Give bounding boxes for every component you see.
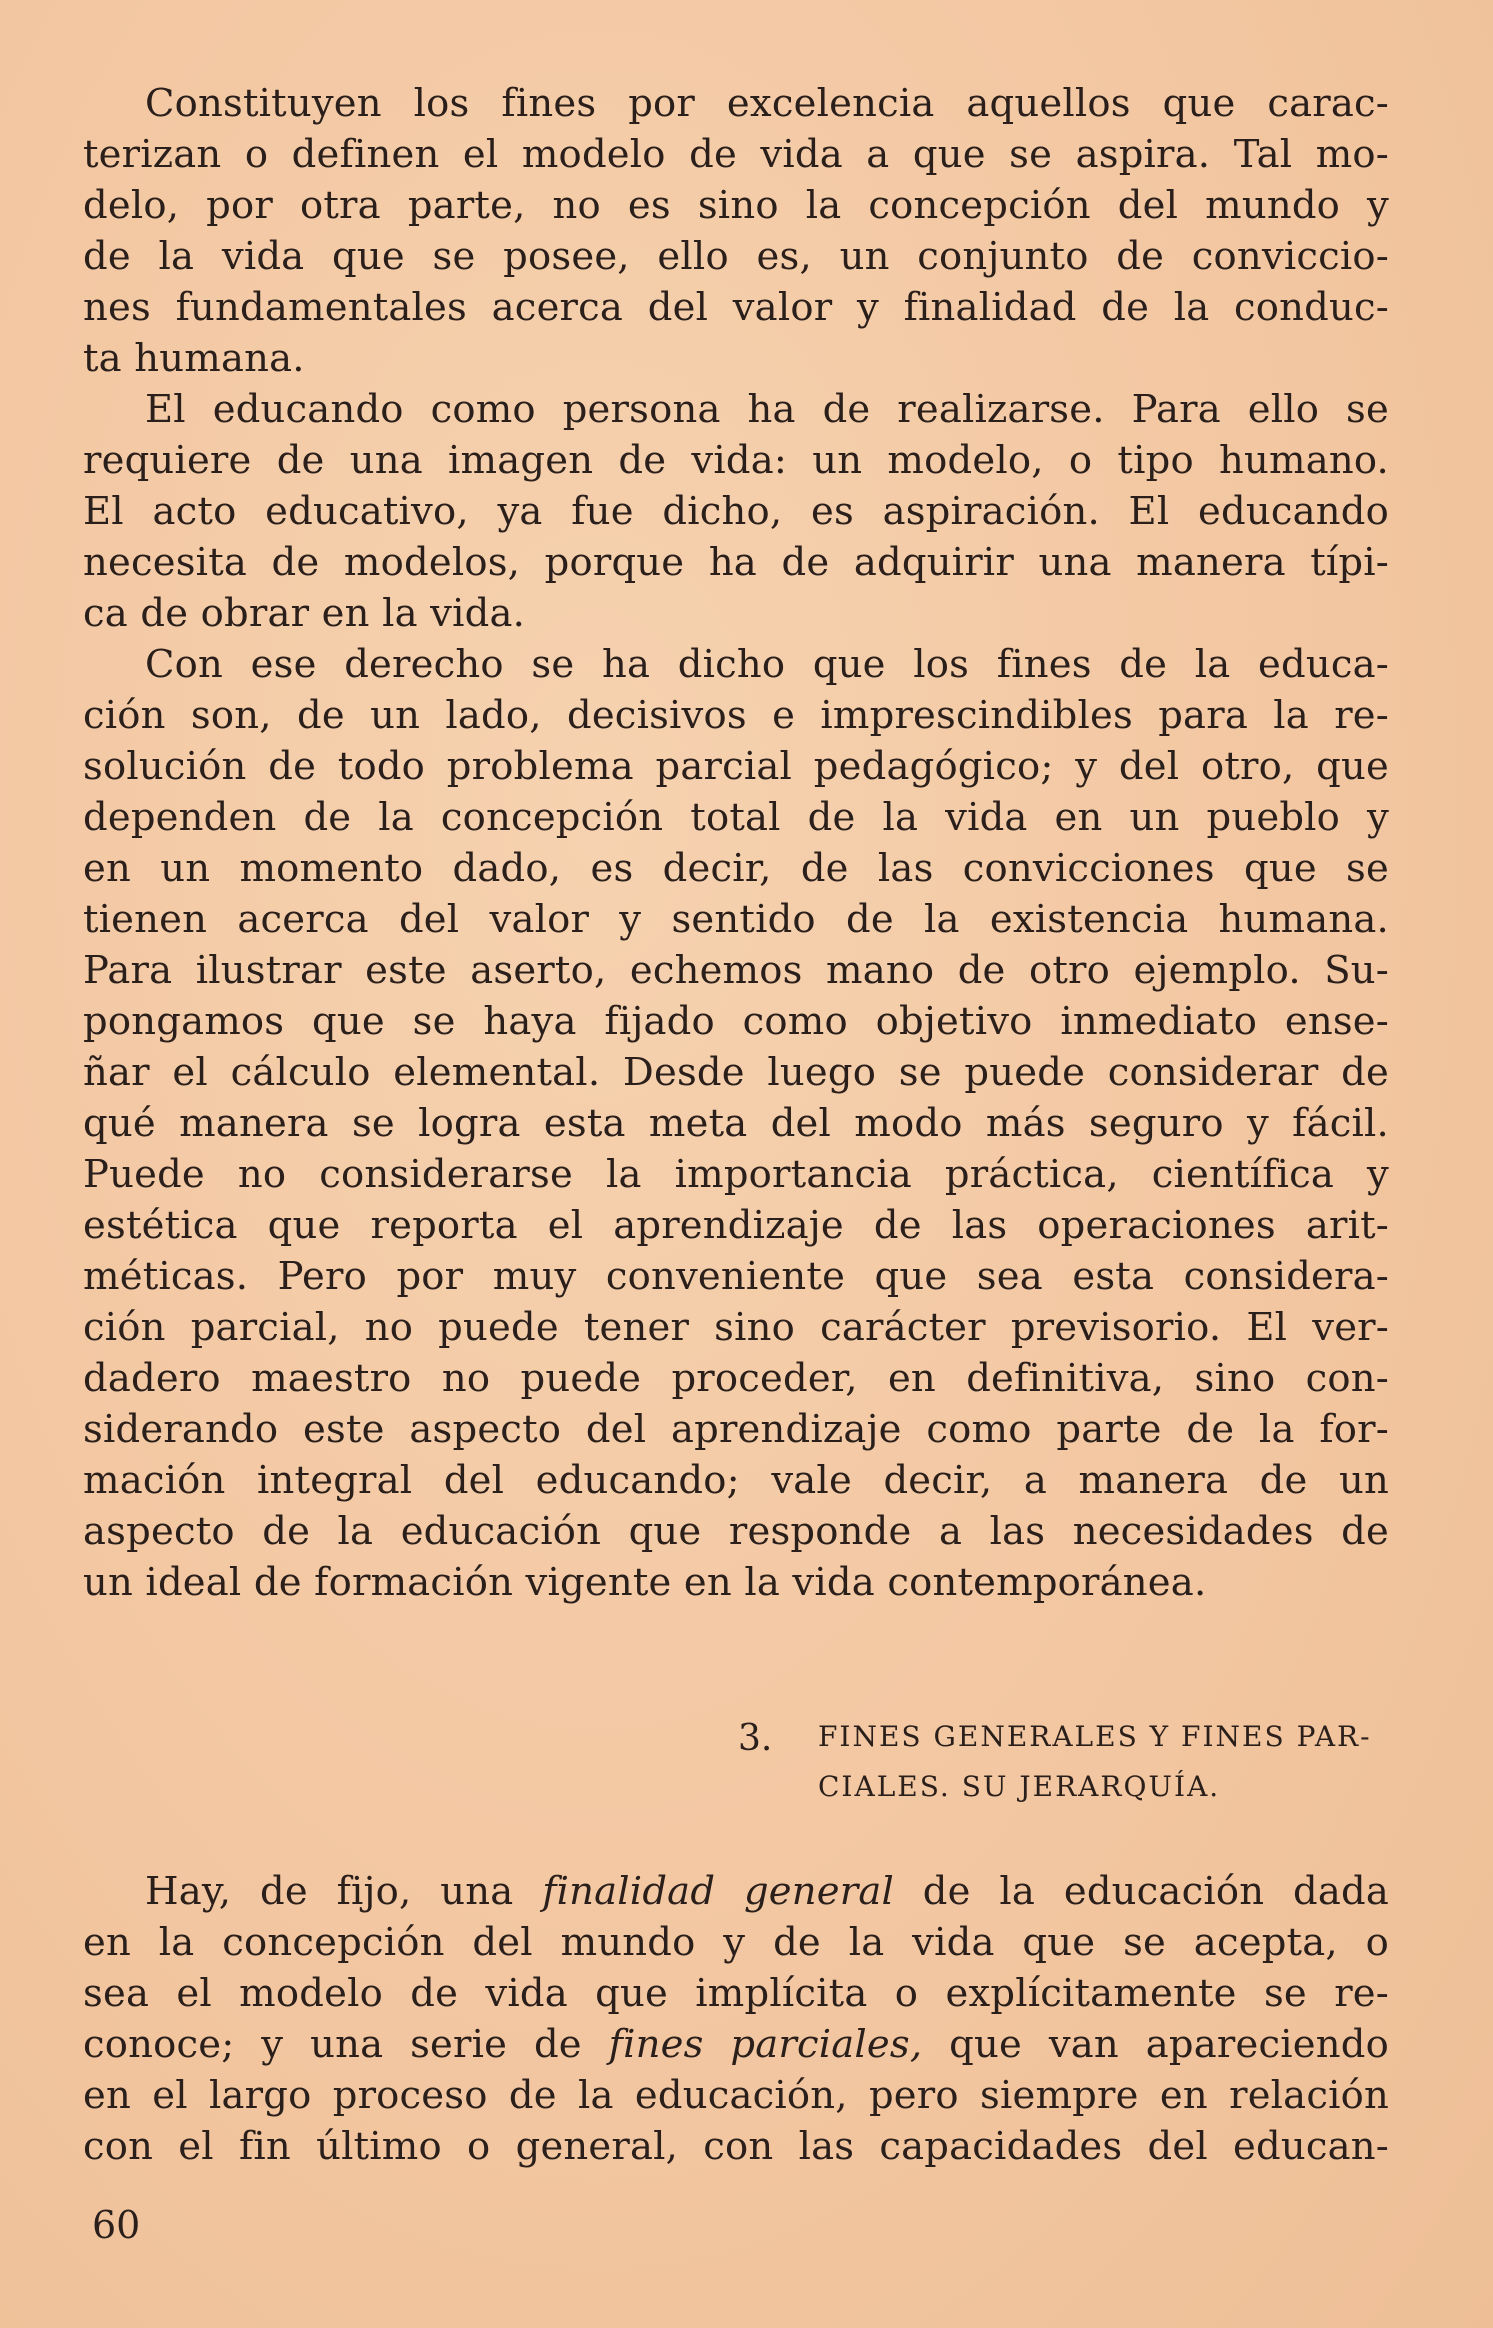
paragraph-line: Con ese derecho se ha dicho que los fines de la educa- [145,642,1389,687]
paragraph-line: pongamos que se haya fijado como objetivo inmediato ense- [83,999,1389,1044]
page-number: 60 [92,2203,141,2247]
paragraph-line: dadero maestro no puede proceder, en definitiva, sino con- [83,1356,1389,1401]
paragraph-line: nes fundamentales acerca del valor y finalidad de la conduc- [83,285,1389,330]
paragraph-line: delo, por otra parte, no es sino la concepción del mundo y [83,183,1389,228]
paragraph-2 [83,384,1389,639]
paragraph-1 [83,78,1389,384]
text-run: Hay, de fijo, una [145,1869,543,1914]
paragraph-line: dependen de la concepción total de la vida en un pueblo y [83,795,1389,840]
paragraph-line [83,1866,1389,1917]
paragraph-line: ca de obrar en la vida. [83,591,526,636]
paragraph-line: solución de todo problema parcial pedagógico; y del otro, que [83,744,1389,789]
paragraph-line: ción parcial, no puede tener sino carácter previsorio. El ver- [83,1305,1389,1350]
paragraph-line: El acto educativo, ya fue dicho, es aspiración. El educando [83,489,1389,534]
paragraph-line: Constituyen los fines por excelencia aquellos que carac- [145,81,1389,126]
text-run: conoce; y una serie de [83,2022,609,2067]
paragraph-line: de la vida que se posee, ello es, un conjunto de conviccio- [83,234,1389,279]
italic-term: fines parciales, [608,2022,923,2067]
page-body [83,78,1389,1608]
paragraph-line: terizan o definen el modelo de vida a que se aspira. Tal mo- [83,132,1389,177]
paragraph-line: un ideal de formación vigente en la vida contemporánea. [83,1560,1207,1605]
paragraph-line: con el fin último o general, con las capacidades del educan- [83,2124,1389,2169]
paragraph-line: ción son, de un lado, decisivos e imprescindibles para la re- [83,693,1389,738]
paragraph-line: méticas. Pero por muy conveniente que sea esta considera- [83,1254,1389,1299]
paragraph-line: tienen acerca del valor y sentido de la existencia humana. [83,897,1389,942]
paragraph-line: qué manera se logra esta meta del modo más seguro y fácil. [83,1101,1389,1146]
text-run: que van apareciendo [922,2022,1389,2067]
section-number: 3. [738,1718,773,1759]
paragraph-line: ta humana. [83,336,305,381]
paragraph-3 [83,639,1389,1608]
paragraph-line: siderando este aspecto del aprendizaje como parte de la for- [83,1407,1389,1452]
paragraph-line: Puede no considerarse la importancia práctica, científica y [83,1152,1389,1197]
paragraph-line: en un momento dado, es decir, de las convicciones que se [83,846,1389,891]
paragraph-line: en el largo proceso de la educación, pero siempre en relación [83,2073,1389,2118]
section-title-line-1: FINES GENERALES Y FINES PAR- [818,1720,1372,1753]
paragraph-line: sea el modelo de vida que implícita o explícitamente se re- [83,1971,1389,2016]
paragraph-4 [83,1866,1389,2172]
italic-term: finalidad general [542,1869,895,1914]
paragraph-line: aspecto de la educación que responde a las necesidades de [83,1509,1389,1554]
section-title-line-2: CIALES. SU JERARQUÍA. [818,1770,1221,1803]
paragraph-line [83,2019,1389,2070]
paragraph-line: El educando como persona ha de realizarse. Para ello se [145,387,1389,432]
paragraph-line: Para ilustrar este aserto, echemos mano de otro ejemplo. Su- [83,948,1389,993]
paragraph-line: mación integral del educando; vale decir, a manera de un [83,1458,1389,1503]
paragraph-line: necesita de modelos, porque ha de adquirir una manera típi- [83,540,1389,585]
paragraph-line: ñar el cálculo elemental. Desde luego se puede considerar de [83,1050,1389,1095]
paragraph-line: en la concepción del mundo y de la vida que se acepta, o [83,1920,1389,1965]
paragraph-line: requiere de una imagen de vida: un modelo, o tipo humano. [83,438,1389,483]
paragraph-line: estética que reporta el aprendizaje de las operaciones arit- [83,1203,1389,1248]
text-run: de la educación dada [894,1869,1389,1914]
